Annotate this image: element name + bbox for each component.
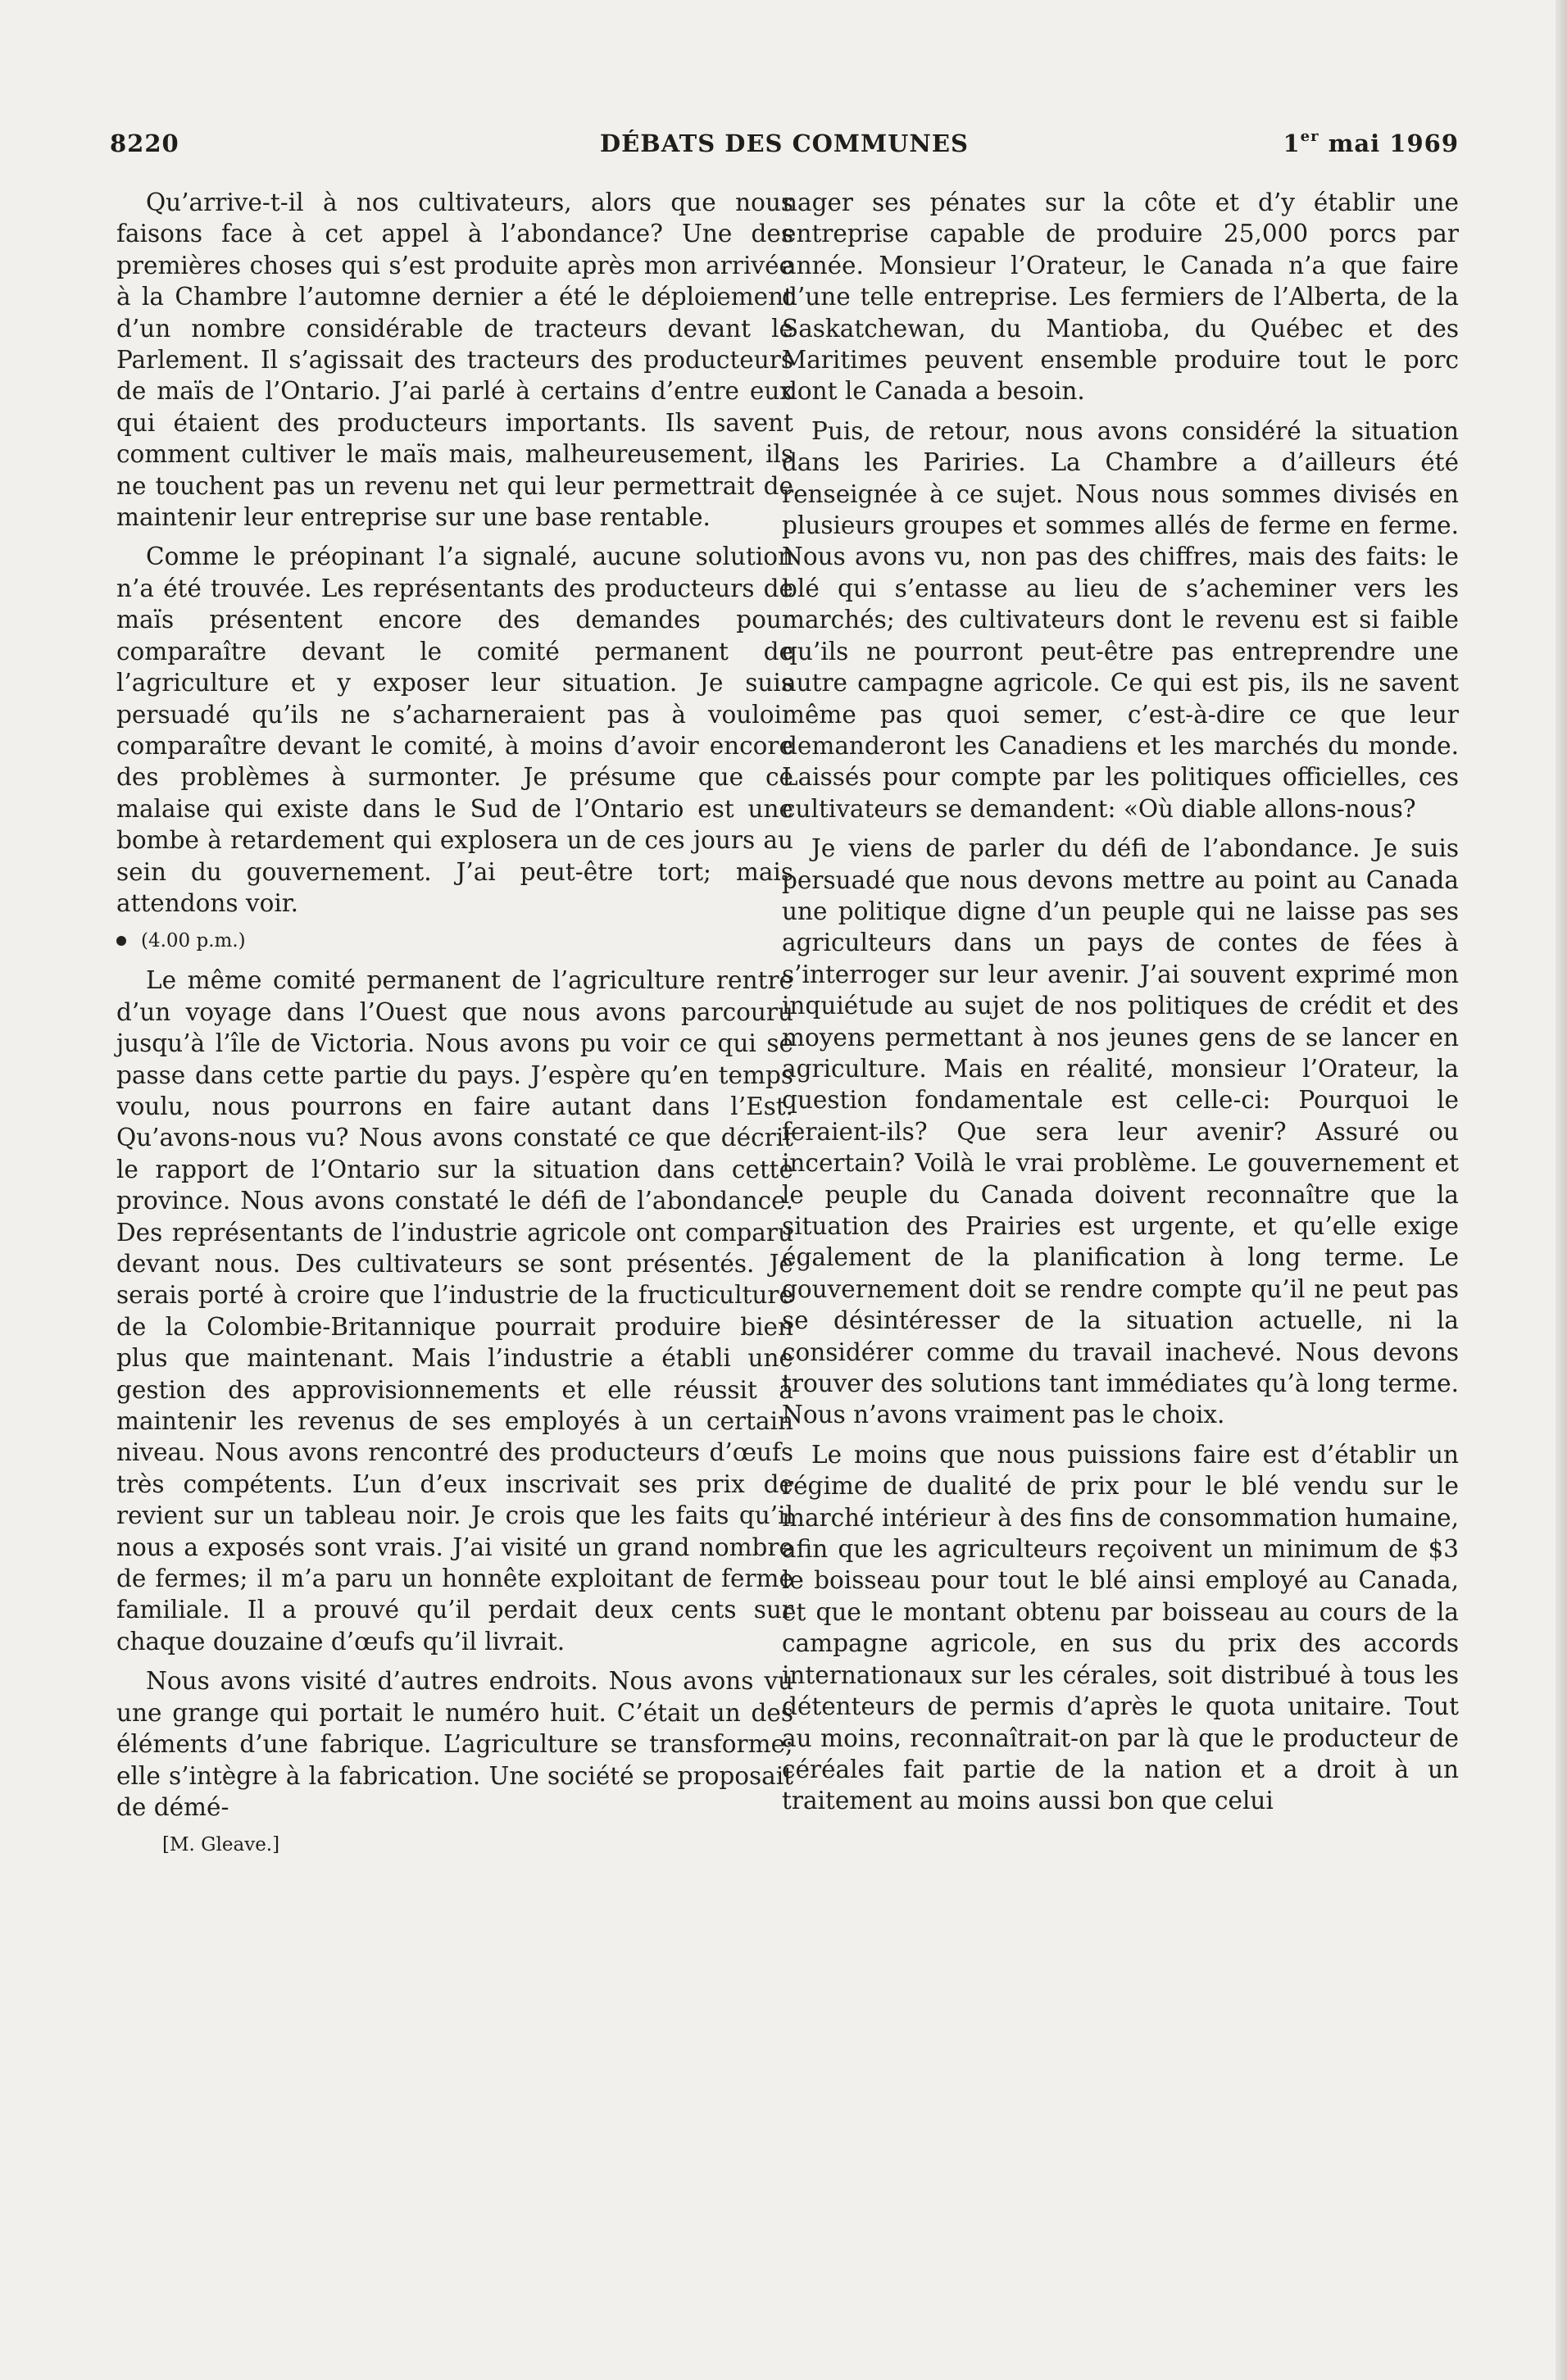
left-column: [116, 187, 793, 1857]
paragraph: Nous avons visité d’autres endroits. Nous avons vu une grange qui portait le numéro huit. C’était un des éléments d’une fabrique. L’agriculture se transforme; elle s’intègre à la fabrication. Une société se proposait de démé-: [116, 1667, 793, 1821]
page-header: [110, 129, 1459, 169]
right-column: [782, 187, 1459, 1825]
paragraph: Le même comité permanent de l’agriculture rentre d’un voyage dans l’Ouest que nous avons parcouru jusqu’à l’île de Victoria. Nous avons pu voir ce qui se passe dans cette partie du pays. J’espère qu’en temps voulu, nous pourrons en faire autant dans l’Est. Qu’avons-nous vu? Nous avons constaté ce que décrit le rapport de l’Ontario sur la situation dans cette province. Nous avons constaté le défi de l’abondance. Des représentants de l’industrie agricole ont comparu devant nous. Des cultivateurs se sont présentés. Je serais porté à croire que l’industrie de la fructiculture de la Colombie-Britannique pourrait produire bien plus que maintenant. Mais l’industrie a établi une gestion des approvisionnements et elle réussit à maintenir les revenus de ses employés à un certain niveau. Nous avons rencontré des producteurs d’œufs très compétents. L’un d’eux inscrivait ses prix de revient sur un tableau noir. Je crois que les faits qu’il nous a exposés sont vrais. J’ai visité un grand nombre de fermes; il m’a paru un honnête exploitant de ferme familiale. Il a prouvé qu’il perdait deux cents sur chaque douzaine d’œufs qu’il livrait.: [116, 966, 793, 1656]
page-title: DÉBATS DES COMMUNES: [600, 129, 969, 157]
timestamp: [116, 929, 793, 953]
bullet-icon: [116, 936, 126, 946]
paragraph: Qu’arrive-t-il à nos cultivateurs, alors que nous faisons face à cet appel à l’abondance? Une des premières choses qui s’est produite après mon arrivée à la Chambre l’automne dernier a été le déploiement d’un nombre considérable de tracteurs devant le Parlement. Il s’agissait des tracteurs des producteurs de maïs de l’Ontario. J’ai parlé à certains d’entre eux qui étaient des producteurs importants. Ils savent comment cultiver le maïs mais, malheureusement, ils ne touchent pas un revenu net qui leur permettrait de maintenir leur entreprise sur une base rentable.: [116, 188, 793, 532]
paragraph: Je viens de parler du défi de l’abondance. Je suis persuadé que nous devons mettre au point au Canada une politique digne d’un peuple qui ne laisse pas ses agriculteurs dans un pays de contes de fées à s’interroger sur leur avenir. J’ai souvent exprimé mon inquiétude au sujet de nos politiques de crédit et des moyens permettant à nos jeunes gens de se lancer en agriculture. Mais en réalité, monsieur l’Orateur, la question fondamentale est celle-ci: Pourquoi le feraient-ils? Que sera leur avenir? Assuré ou incertain? Voilà le vrai problème. Le gouvernement et le peuple du Canada doivent reconnaître que la situation des Prairies est urgente, et qu’elle exige également de la planification à long terme. Le gouvernement doit se rendre compte qu’il ne peut pas se désintéresser de la situation actuelle, ni la considérer comme du travail inachevé. Nous devons trouver des solutions tant immédiates qu’à long terme. Nous n’avons vraiment pas le choix.: [782, 834, 1459, 1429]
date-superscript: er: [1300, 128, 1319, 145]
speaker-attribution: [M. Gleave.]: [162, 1834, 280, 1856]
date-day: 1: [1283, 129, 1301, 157]
paragraph: Puis, de retour, nous avons considéré la situation dans les Pariries. La Chambre a d’ailleurs été renseignée à ce sujet. Nous nous sommes divisés en plusieurs groupes et sommes allés de ferme en ferme. Nous avons vu, non pas des chiffres, mais des faits: le blé qui s’entasse au lieu de s’acheminer vers les marchés; des cultivateurs dont le revenu est si faible qu’ils ne pourront peut-être pas entreprendre une autre campagne agricole. Ce qui est pis, ils ne savent même pas quoi semer, c’est-à-dire ce que leur demanderont les Canadiens et les marchés du monde. Laissés pour compte par les politiques officielles, ces cultivateurs se demandent: «Où diable allons-nous?: [782, 416, 1459, 823]
date-rest: mai 1969: [1319, 129, 1459, 157]
page-number: 8220: [110, 129, 179, 157]
paragraph: Comme le préopinant l’a signalé, aucune solution n’a été trouvée. Les représentants des producteurs de maïs présentent encore des demandes pour comparaître devant le comité permanent de l’agriculture et y exposer leur situation. Je suis persuadé qu’ils ne s’acharneraient pas à vouloir comparaître devant le comité, à moins d’avoir encore des problèmes à surmonter. Je présume que ce malaise qui existe dans le Sud de l’Ontario est une bombe à retardement qui explosera un de ces jours au sein du gouvernement. J’ai peut-être tort; mais attendons voir.: [116, 543, 793, 917]
paragraph: Le moins que nous puissions faire est d’établir un régime de dualité de prix pour le blé vendu sur le marché intérieur à des fins de consommation humaine, afin que les agriculteurs reçoivent un minimum de $3 le boisseau pour tout le blé ainsi employé au Canada, et que le montant obtenu par boisseau au cours de la campagne agricole, en sus du prix des accords internationaux sur les cérales, soit distribué à tous les détenteurs de permis d’après le quota unitaire. Tout au moins, reconnaîtrait-on par là que le producteur de céréales fait partie de la nation et a droit à un traitement au moins aussi bon que celui: [782, 1440, 1459, 1815]
page-date: [1283, 129, 1459, 157]
paragraph: nager ses pénates sur la côte et d’y établir une entreprise capable de produire 25,000 porcs par année. Monsieur l’Orateur, le Canada n’a que faire d’une telle entreprise. Les fermiers de l’Alberta, de la Saskatchewan, du Mantioba, du Québec et des Maritimes peuvent ensemble produire tout le porc dont le Canada a besoin.: [782, 188, 1459, 406]
timestamp-text: (4.00 p.m.): [141, 930, 246, 952]
page-edge: [1556, 0, 1567, 2380]
